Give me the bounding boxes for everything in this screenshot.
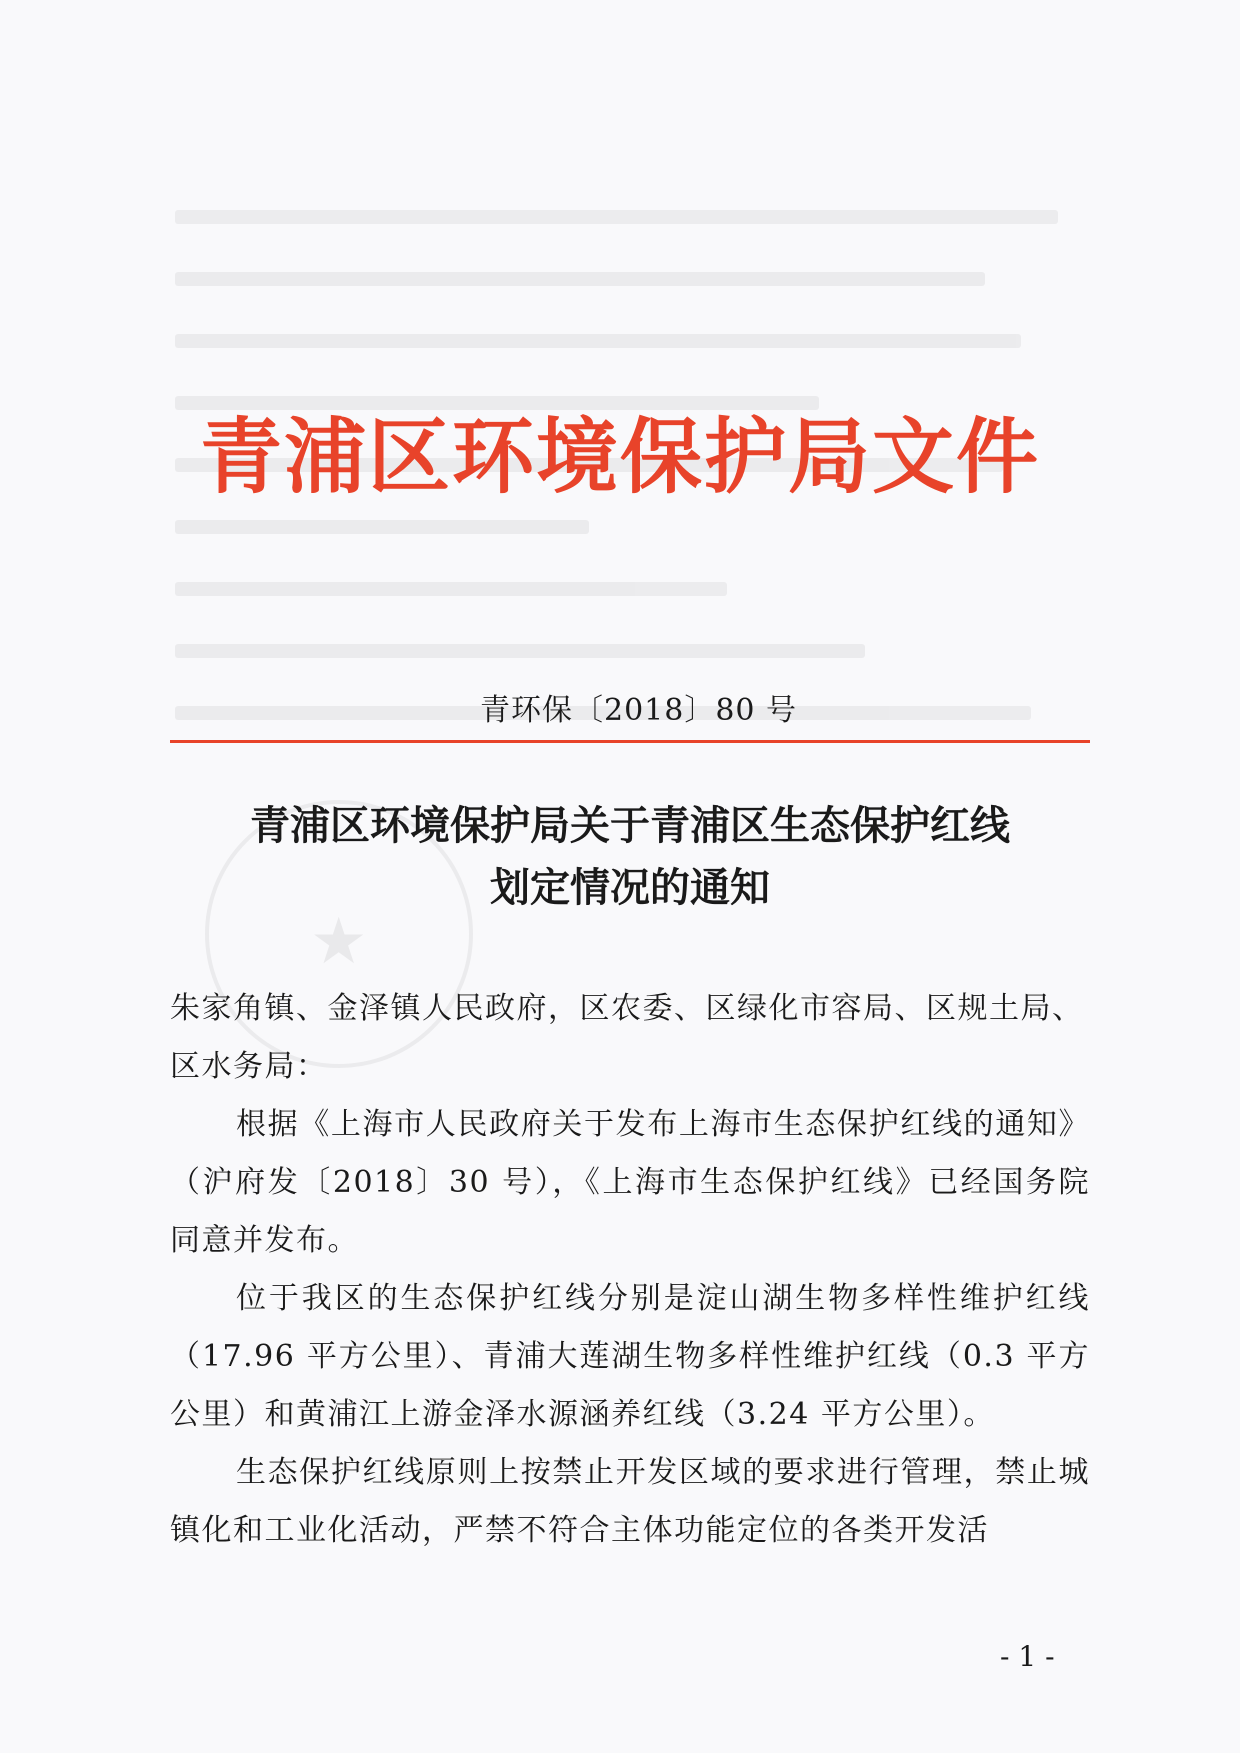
- subject-line-2: 划定情况的通知: [490, 864, 770, 911]
- issuer-header-title: 青浦区环境保护局文件: [199, 409, 1040, 505]
- notice-body: [170, 980, 1090, 1560]
- seal-star-icon: ★: [310, 905, 368, 979]
- page-number: - 1 -: [1000, 1640, 1055, 1673]
- body-paragraph-1: 根据《上海市人民政府关于发布上海市生态保护红线的通知》（沪府发〔2018〕30 号），《上海市生态保护红线》已经国务院同意并发布。: [170, 1107, 1090, 1258]
- subject-line-1: 青浦区环境保护局关于青浦区生态保护红线: [250, 802, 1010, 849]
- addressee-line-1: 朱家角镇、金泽镇人民政府，区农委、区绿化市容局、区规土局、: [170, 991, 1084, 1026]
- addressee-line-2: 区水务局：: [170, 1049, 328, 1084]
- notice-subject-title: [170, 795, 1090, 919]
- document-number: 青环保〔2018〕80 号: [480, 693, 798, 728]
- body-paragraph-2: 位于我区的生态保护红线分别是淀山湖生物多样性维护红线（17.96 平方公里）、青浦大莲湖生物多样性维护红线（0.3 平方公里）和黄浦江上游金泽水源涵养红线（3.24 平方公里）。: [170, 1281, 1090, 1432]
- body-paragraph-3: 生态保护红线原则上按禁止开发区域的要求进行管理，禁止城镇化和工业化活动，严禁不符合主体功能定位的各类开发活: [170, 1455, 1090, 1548]
- red-separator-line: [170, 740, 1090, 743]
